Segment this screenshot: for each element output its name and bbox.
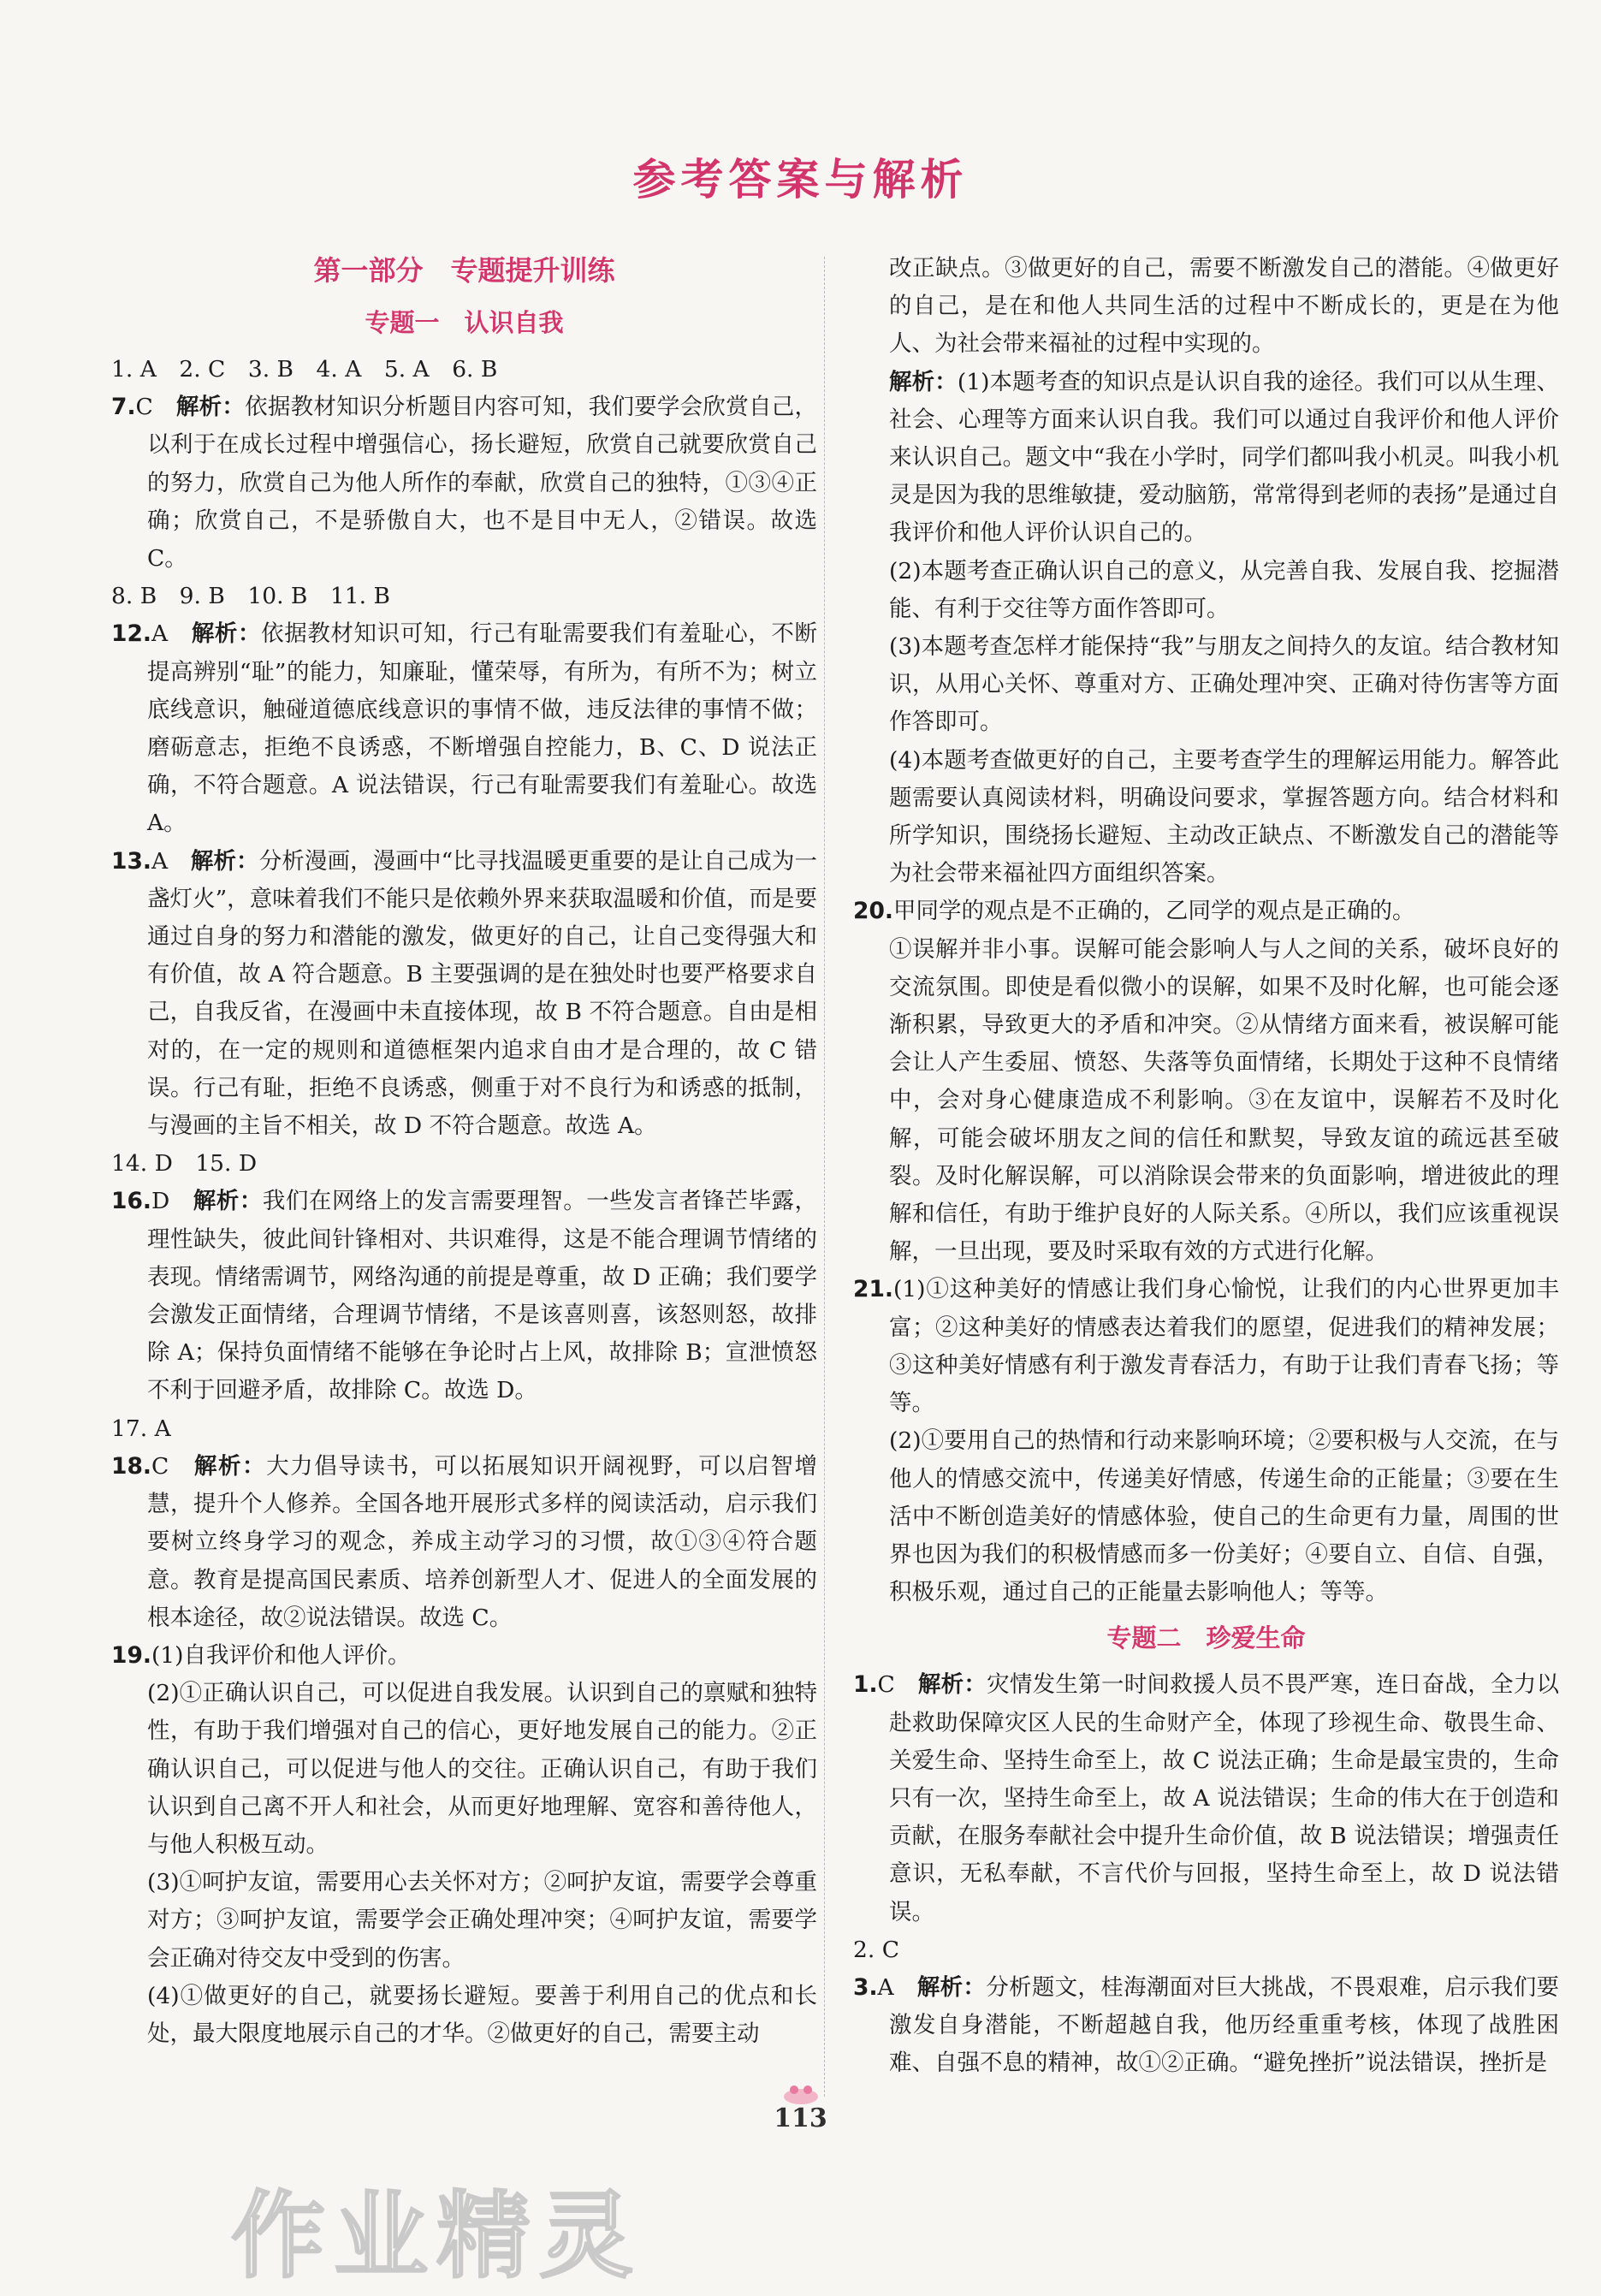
analysis-label: 解析： (193, 1188, 263, 1215)
answer-part-1: (1)自我评价和他人评价。 (151, 1641, 411, 1669)
question-19-analysis-3: (3)本题考查怎样才能保持“我”与朋友之间持久的友谊。结合教材知识，从用心关怀、尊重对方、正确处理冲突、正确对待伤害等方面作答即可。 (889, 633, 1559, 736)
question-number: 20. (853, 898, 893, 925)
question-19-analysis-4: (4)本题考查做更好的自己，主要考查学生的理解运用能力。解答此题需要认真阅读材料，明确设问要求，掌握答题方向。结合材料和所学知识，围绕扬长避短、主动改正缺点、不断激发自己的潜能等为社会带来福祉四方面组织答案。 (889, 746, 1559, 887)
question-12 (111, 615, 817, 842)
right-column (853, 250, 1559, 2083)
topic-heading-1: 专题一 认识自我 (365, 308, 564, 337)
answer: A (877, 1973, 894, 2001)
question-18 (111, 1448, 817, 1637)
question-number: 21. (853, 1276, 893, 1303)
answer-part-1: (1)①这种美好的情感让我们身心愉悦，让我们的内心世界更加丰富；②这种美好的情感表达着我们的愿望，促进我们的精神发展；③这种美好情感有利于激发青春活力，有助于让我们青春飞扬；等等。 (889, 1276, 1559, 1417)
column-divider (824, 257, 825, 2097)
analysis-label: 解析： (889, 368, 958, 395)
answer-part-1: 甲同学的观点是不正确的，乙同学的观点是正确的。 (892, 898, 1415, 925)
question-number: 12. (111, 620, 151, 648)
analysis-text: (1)本题考查的知识点是认识自我的途径。我们可以从生理、社会、心理等方面来认识自我。我们可以通过自我评价和他人评价来认识自己。题文中“我在小学时，同学们都叫我小机灵。叫我小机灵是因为我的思维敏捷，爱动脑筋，常常得到老师的表扬”是通过自我评价和他人评价认识自己的。 (889, 368, 1559, 547)
question-21-part-2: (2)①要用自己的热情和行动来影响环境；②要积极与人交流，在与他人的情感交流中，传递美好情感，传递生命的正能量；③要在生活中不断创造美好的情感体验，使自己的生命更有力量，周围的世界也因为我们的积极情感而多一份美好；④要自立、自信、自强，积极乐观，通过自己的正能量去影响他人；等等。 (889, 1427, 1559, 1606)
topic2-question-3 (853, 1969, 1559, 2083)
question-19-continued: 改正缺点。③做更好的自己，需要不断激发自己的潜能。④做更好的自己，是在和他人共同生活的过程中不断成长的，更是在为他人、为社会带来福祉的过程中实现的。 (889, 255, 1559, 358)
analysis-label: 解析： (191, 620, 262, 648)
answers-8-11: 8. B 9. B 10. B 11. B (111, 583, 390, 610)
page-title: 参考答案与解析 (632, 155, 969, 205)
answer: C (151, 1452, 169, 1480)
answer: A (151, 620, 169, 648)
question-20-part-2: ①误解并非小事。误解可能会影响人与人之间的关系，破坏良好的交流氛围。即使是看似微小的误解，如果不及时化解，也可能会逐渐积累，导致更大的矛盾和冲突。②从情绪方面来看，被误解可能会让人产生委屈、愤怒、失落等负面情绪，长期处于这种不良情绪中，会对身心健康造成不利影响。③在友谊中，误解若不及时化解，可能会破坏朋友之间的信任和默契，导致友谊的疏远甚至破裂。及时化解误解，可以消除误会带来的负面影响，增进彼此的理解和信任，有助于维护良好的人际关系。④所以，我们应该重视误解，一旦出现，要及时采取有效的方式进行化解。 (889, 935, 1559, 1266)
question-19-part-4: (4)①做更好的自己，就要扬长避短。要善于利用自己的优点和长处，最大限度地展示自己的才华。②做更好的自己，需要主动 (147, 1982, 817, 2047)
question-19 (111, 1637, 817, 1675)
answer: A (151, 847, 169, 875)
analysis-text: 依据教材知识分析题目内容可知，我们要学会欣赏自己，以利于在成长过程中增强信心，扬长避短，欣赏自己就要欣赏自己的努力，欣赏自己为他人所作的奉献，欣赏自己的独特，①③④正确；欣赏自己，不是骄傲自大，也不是目中无人，②错误。故选 C。 (147, 394, 817, 573)
analysis-text: 依据教材知识可知，行己有耻需要我们有羞耻心，不断提高辨别“耻”的能力，知廉耻，懂荣辱，有所为，有所不为；树立底线意识，触碰道德底线意识的事情不做，违反法律的事情不做；磨砺意志，拒绝不良诱惑，不断增强自控能力，B、C、D 说法正确，不符合题意。A 说法错误，行己有耻需要我们有羞耻心。故选 A。 (147, 620, 818, 837)
question-19-part-2: (2)①正确认识自己，可以促进自我发展。认识到自己的禀赋和独特性，有助于我们增强对自己的信心，更好地发展自己的能力。②正确认识自己，可以促进与他人的交往。正确认识自己，有助于我们认识到自己离不开人和社会，从而更好地理解、宽容和善待他人，与他人积极互动。 (147, 1680, 817, 1858)
question-number: 19. (111, 1641, 151, 1669)
answer: D (151, 1188, 170, 1215)
question-number: 7. (111, 394, 136, 421)
answers-1-6: 1. A 2. C 3. B 4. A 5. A 6. B (111, 356, 498, 383)
answers-14-15: 14. D 15. D (111, 1150, 258, 1178)
left-column (111, 250, 817, 2053)
analysis-label: 解析： (193, 1452, 267, 1480)
watermark: 作业精灵 (231, 2181, 642, 2291)
topic2-question-1 (853, 1666, 1559, 1931)
question-21 (853, 1271, 1559, 1422)
part-heading: 第一部分 专题提升训练 (313, 254, 615, 287)
analysis-text: 分析漫画，漫画中“比寻找温暖更重要的是让自己成为一盏灯火”，意味着我们不能只是依赖外界来获取温暖和价值，而是要通过自身的努力和潜能的激发，做更好的自己，让自己变得强大和有价值，故 A 符合题意。B 主要强调的是在独处时也要严格要求自己，自我反省，在漫画中未直接体现，故 B 不符合题意。自由是相对的，在一定的规则和道德框架内追求自由才是合理的，故 C 错误。行己有耻，拒绝不良诱惑，侧重于对不良行为和诱惑的抵制，与漫画的主旨不相关，故 D 不符合题意。故选 A。 (147, 847, 818, 1140)
question-number: 1. (853, 1671, 878, 1699)
question-19-analysis-1 (853, 364, 1559, 553)
analysis-label: 解析： (917, 1671, 987, 1699)
question-number: 16. (111, 1188, 151, 1215)
analysis-label: 解析： (190, 847, 259, 875)
answer-17: 17. A (111, 1415, 171, 1442)
analysis-text: 我们在网络上的发言需要理智。一些发言者锋芒毕露，理性缺失，彼此间针锋相对、共识难得，这是不能合理调节情绪的表现。情绪需调节，网络沟通的前提是尊重，故 D 正确；我们要学会激发正面情绪，合理调节情绪，不是该喜则喜，该怒则怒，故排除 A；保持负面情绪不能够在争论时占上风，故排除 B；宣泄愤怒不利于回避矛盾，故排除 C。故选 D。 (147, 1188, 818, 1404)
question-number: 3. (853, 1973, 878, 2001)
analysis-label: 解析： (175, 394, 246, 421)
question-16 (111, 1183, 817, 1409)
analysis-text: 大力倡导读书，可以拓展知识开阔视野，可以启智增慧，提升个人修养。全国各地开展形式多样的阅读活动，启示我们要树立终身学习的观念，养成主动学习的习惯，故①③④符合题意。教育是提高国民素质、培养创新型人才、促进人的全面发展的根本途径，故②说法错误。故选 C。 (147, 1452, 818, 1631)
question-13 (111, 843, 817, 1146)
analysis-text: 分析题文，桂海潮面对巨大挑战，不畏艰难，启示我们要激发自身潜能，不断超越自我，他历经重重考核，体现了战胜困难、自强不息的精神，故①②正确。“避免挫折”说法错误，挫折是 (889, 1973, 1560, 2077)
page-number: 113 (774, 2103, 827, 2133)
question-19-analysis-2: (2)本题考查正确认识自己的意义，从完善自我、发展自我、挖掘潜能、有利于交往等方面作答即可。 (889, 557, 1559, 622)
question-number: 18. (111, 1452, 151, 1480)
topic2-answer-2: 2. C (853, 1936, 899, 1963)
analysis-label: 解析： (916, 1973, 987, 2001)
topic-heading-2: 专题二 珍爱生命 (1106, 1623, 1306, 1653)
answer: C (877, 1671, 895, 1699)
question-number: 13. (111, 847, 151, 875)
question-7 (111, 389, 817, 578)
answer: C (135, 394, 153, 421)
analysis-text: 灾情发生第一时间救援人员不畏严寒，连日奋战，全力以赴救助保障灾区人民的生命财产全，体现了珍视生命、敬畏生命、关爱生命、坚持生命至上，故 C 说法正确；生命是最宝贵的，生命只有一次，坚持生命至上，故 A 说法错误；生命的伟大在于创造和贡献，在服务奉献社会中提升生命价值，故 B 说法错误；增强责任意识，无私奉献，不言代价与回报，坚持生命至上，故 D 说法错误。 (889, 1671, 1559, 1925)
question-20 (853, 893, 1559, 930)
question-19-part-3: (3)①呵护友谊，需要用心去关怀对方；②呵护友谊，需要学会尊重对方；③呵护友谊，需要学会正确处理冲突；④呵护友谊，需要学会正确对待交友中受到的伤害。 (147, 1869, 817, 1972)
